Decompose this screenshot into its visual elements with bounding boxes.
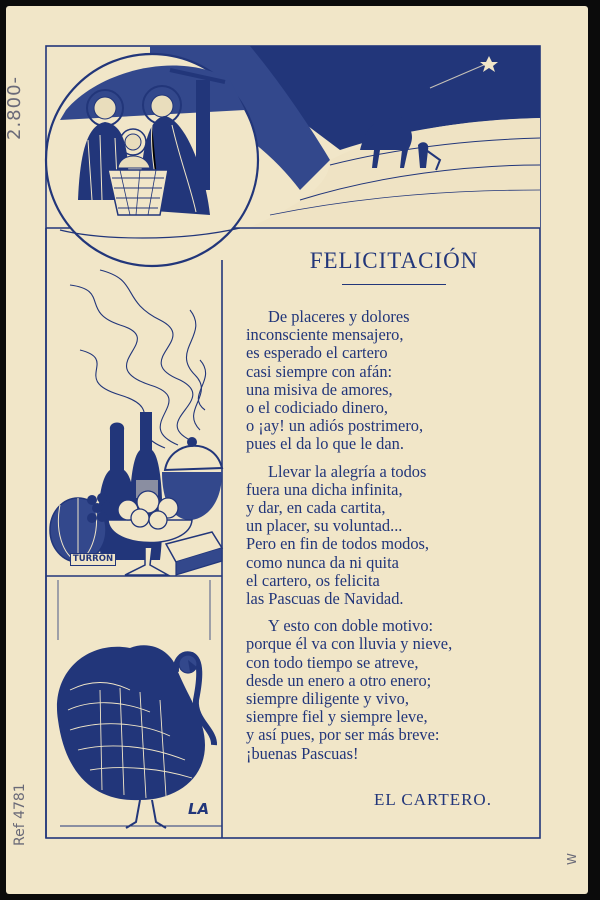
poem-line: desde un enero a otro enero; bbox=[246, 670, 432, 690]
nativity-medallion bbox=[46, 54, 258, 266]
poem-line: o el codiciado dinero, bbox=[246, 398, 389, 418]
poem bbox=[246, 308, 540, 772]
poem-line: es esperado el cartero bbox=[246, 343, 388, 363]
poem-line: Pero en fin de todos modos, bbox=[246, 534, 430, 554]
turron-label: TURRON bbox=[70, 553, 116, 566]
poem-line: o ¡ay! un adiós postrimero, bbox=[246, 416, 424, 436]
poem-line: Y esto con doble motivo: bbox=[268, 616, 434, 636]
christmas-food-still-life bbox=[46, 412, 222, 640]
poem-line: una misiva de amores, bbox=[246, 379, 393, 399]
poem-line: pues el da lo que le dan. bbox=[246, 434, 404, 454]
signature: EL CARTERO. bbox=[374, 790, 492, 809]
poem-line: casi siempre con afán: bbox=[246, 361, 393, 381]
soup-tureen bbox=[165, 446, 222, 470]
pencil-reference-note: Ref 4781 bbox=[12, 783, 28, 846]
stanza-2 bbox=[246, 463, 540, 609]
poem-line: ¡buenas Pascuas! bbox=[246, 743, 359, 763]
pencil-corner-mark: W bbox=[564, 853, 579, 865]
title-underline bbox=[342, 284, 446, 285]
poem-line: De placeres y dolores bbox=[268, 307, 410, 326]
steam-swirls bbox=[70, 270, 206, 448]
artist-initials: LA bbox=[188, 800, 210, 818]
poem-line: fuera una dicha infinita, bbox=[246, 479, 403, 499]
poem-line: inconsciente mensajero, bbox=[246, 325, 404, 345]
poem-line: las Pascuas de Navidad. bbox=[246, 589, 404, 609]
poem-line: como nunca da ni quita bbox=[246, 552, 399, 572]
poem-line: y dar, en cada cartita, bbox=[246, 498, 386, 518]
stanza-1 bbox=[246, 308, 540, 454]
poem-line: con todo tiempo se atreve, bbox=[246, 652, 419, 672]
stanza-3 bbox=[246, 617, 540, 763]
pencil-price-note: 2.800- bbox=[4, 75, 25, 140]
poem-line: y así pues, por ser más breve: bbox=[246, 725, 440, 745]
poem-line: Llevar la alegría a todos bbox=[268, 461, 427, 481]
card-title: FELICITACIÓN bbox=[309, 248, 479, 273]
poem-line: siempre diligente y vivo, bbox=[246, 689, 409, 709]
poem-line: un placer, su voluntad... bbox=[246, 516, 403, 536]
poem-line: el cartero, os felicita bbox=[246, 570, 380, 590]
poem-line: porque él va con lluvia y nieve, bbox=[246, 634, 453, 654]
poem-line: siempre fiel y siempre leve, bbox=[246, 707, 428, 727]
